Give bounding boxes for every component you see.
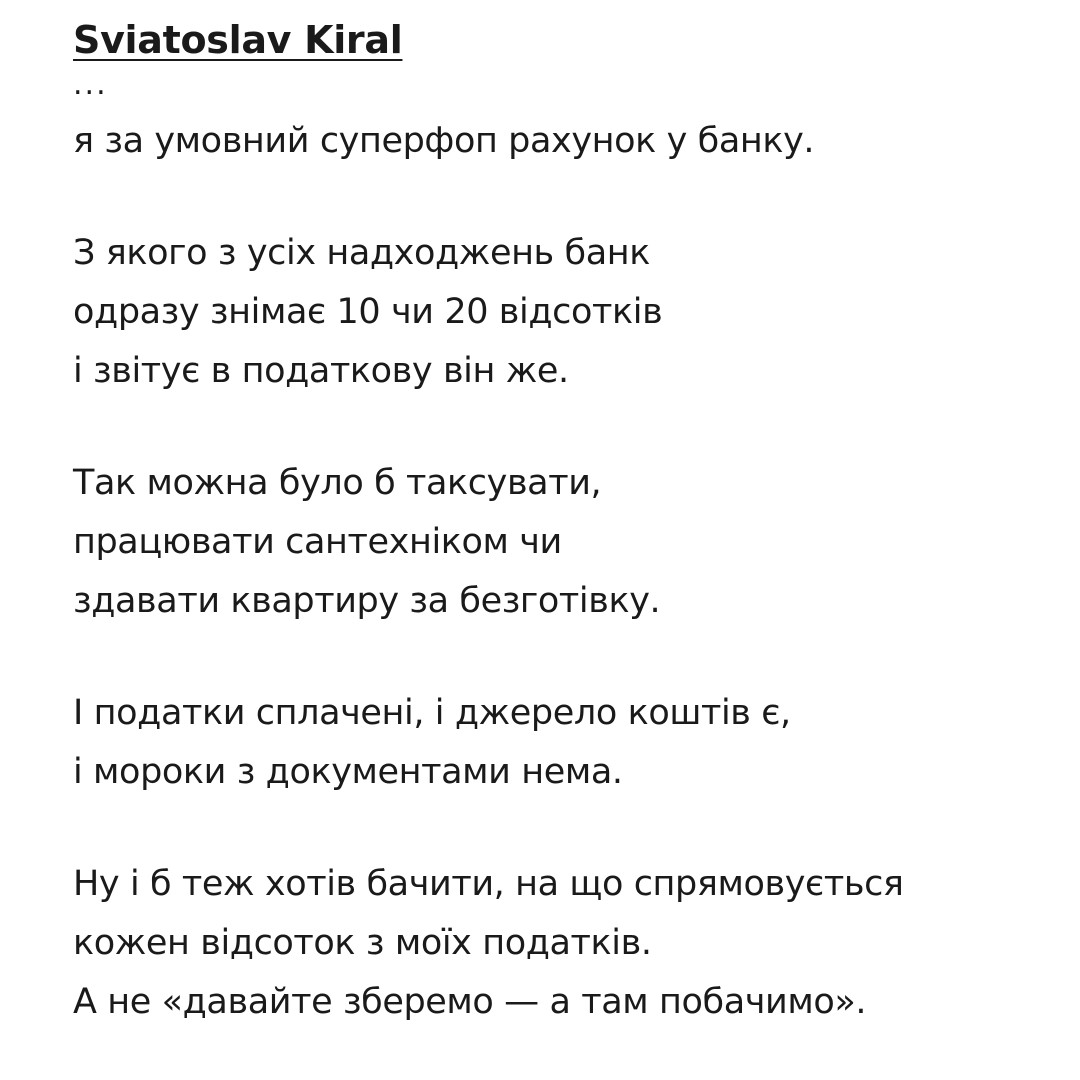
text-line: Ну і б теж хотів бачити, на що спрямовується [73, 864, 904, 904]
stanza [73, 224, 1063, 401]
text-line: працювати сантехніком чи [73, 522, 562, 562]
author-row [73, 14, 1063, 66]
text-line: і звітує в податкову він же. [73, 351, 569, 391]
text-line: одразу знімає 10 чи 20 відсотків [73, 292, 663, 332]
stanza [73, 684, 1063, 802]
stanza [73, 454, 1063, 631]
stanza [73, 112, 1063, 171]
text-line: З якого з усіх надходжень банк [73, 233, 650, 273]
text-line: здавати квартиру за безготівку. [73, 581, 661, 621]
truncation-ellipsis: ... [73, 67, 108, 102]
text-line: І податки сплачені, і джерело коштів є, [73, 693, 791, 733]
text-line: Так можна було б таксувати, [73, 463, 602, 503]
text-line: і мороки з документами нема. [73, 752, 623, 792]
text-line: А не «давайте зберемо — а там побачимо». [73, 982, 867, 1022]
post-container [73, 14, 1063, 1032]
author-name-link[interactable]: Sviatoslav Kiral [73, 18, 403, 62]
text-line: я за умовний суперфоп рахунок у банку. [73, 121, 815, 161]
text-line: кожен відсоток з моїх податків. [73, 923, 652, 963]
stanza [73, 855, 1063, 1032]
